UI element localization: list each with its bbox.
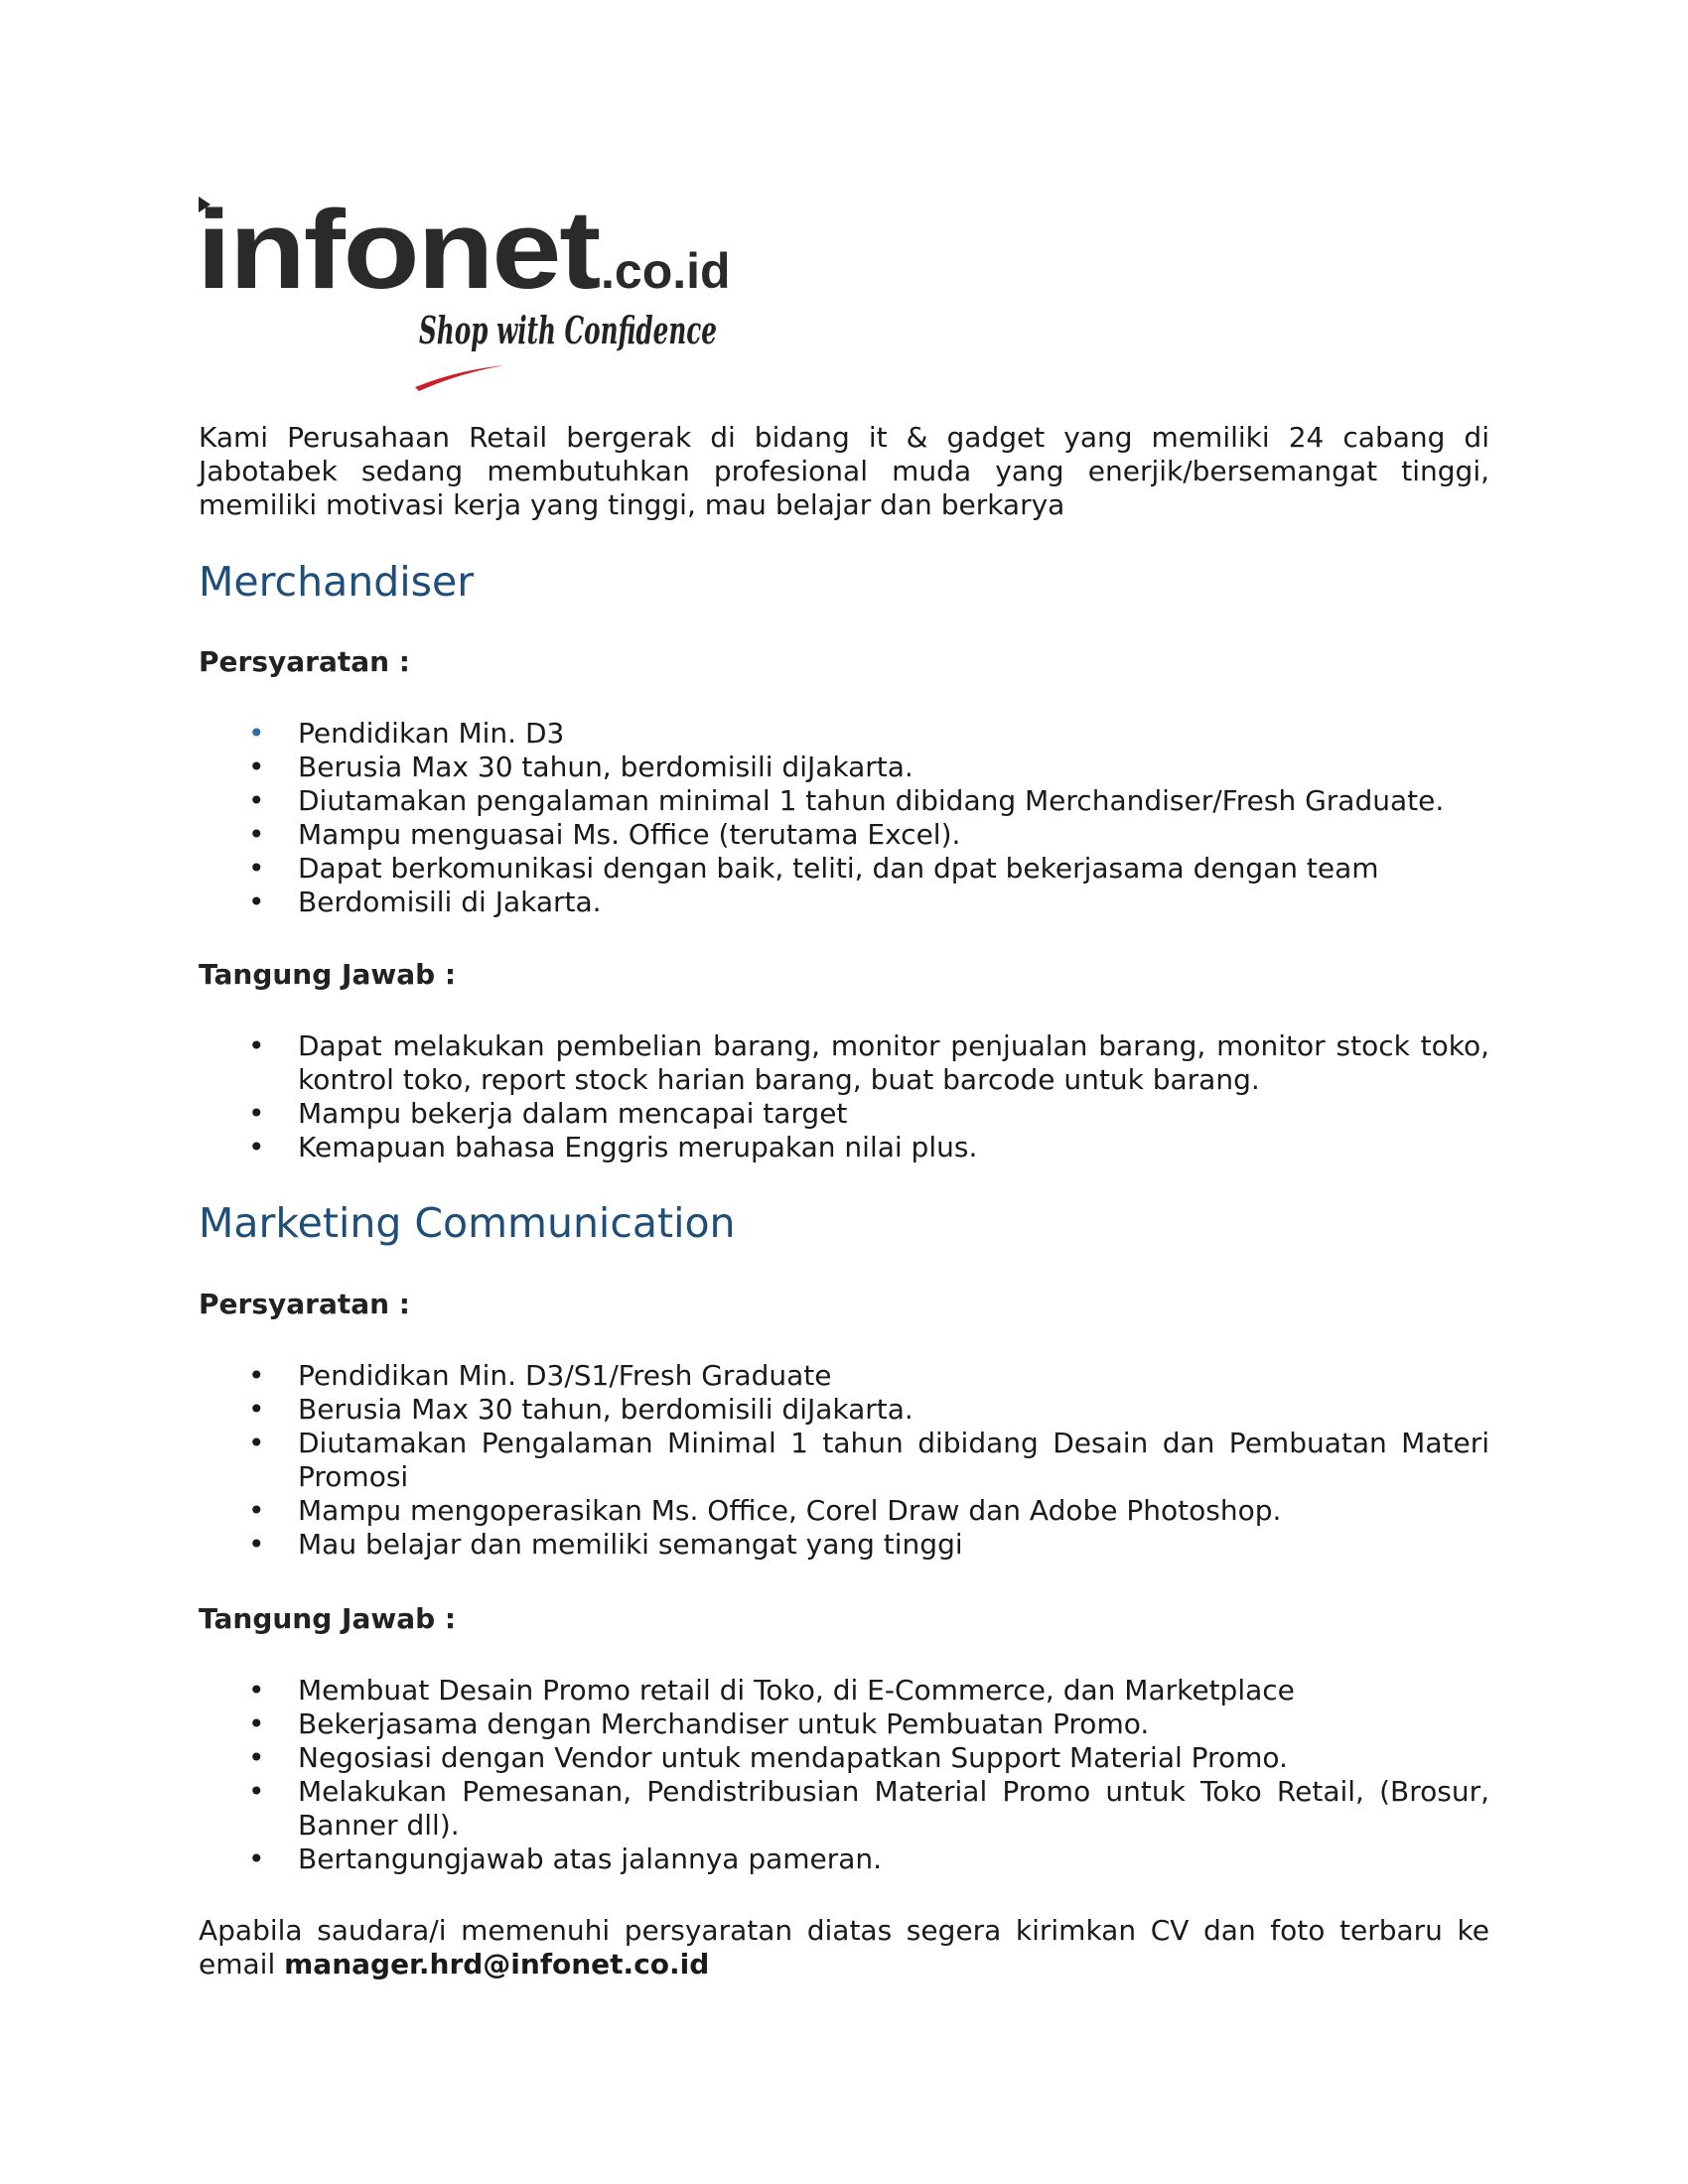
list-item: • Berusia Max 30 tahun, berdomisili diJakarta. [248, 751, 914, 783]
bullet-icon: • [248, 1427, 265, 1459]
logo-brand-domain: .co.id [601, 243, 731, 299]
bullet-icon: • [248, 1741, 265, 1774]
bullet-icon: • [248, 1528, 265, 1561]
list-item: • Pendidikan Min. D3/S1/Fresh Graduate [248, 1359, 832, 1392]
list-item: • Bertangungjawab atas jalannya pameran. [248, 1843, 883, 1875]
section-title-marketing-communication: Marketing Communication [199, 1199, 736, 1247]
section-title-merchandiser: Merchandiser [199, 558, 475, 606]
closing-text: Apabila saudara/i memenuhi persyaratan diatas segera kirimkan CV dan foto terbaru ke email [199, 1914, 1489, 1980]
list-item: • Mampu mengoperasikan Ms. Office, Corel Draw dan Adobe Photoshop. [248, 1494, 1282, 1527]
list-item: • Dapat melakukan pembelian barang, monitor penjualan barang, monitor stock toko, kontrol toko, report stock harian barang, buat barcode untuk barang. [248, 1029, 1489, 1096]
marcom-responsibilities-list [199, 1674, 1489, 1876]
logo-graphic [197, 188, 755, 395]
bullet-icon: • [248, 1775, 265, 1808]
bullet-icon: • [248, 1029, 265, 1062]
list-item: • Dapat berkomunikasi dengan baik, teliti, dan dpat bekerjasama dengan team [248, 852, 1379, 885]
marcom-responsibilities-label: Tangung Jawab : [199, 1602, 457, 1635]
merchandiser-requirements-list [199, 717, 1489, 919]
bullet-icon: • [248, 1843, 265, 1875]
logo-brand-main: infonet [197, 188, 600, 312]
closing-paragraph [199, 1914, 1489, 1981]
bullet-icon: • [248, 886, 265, 918]
bullet-icon: • [248, 1674, 265, 1706]
list-item: • Mau belajar dan memiliki semangat yang tinggi [248, 1528, 963, 1561]
bullet-icon: • [248, 1494, 265, 1527]
list-item: • Bekerjasama dengan Merchandiser untuk Pembuatan Promo. [248, 1707, 1150, 1740]
list-item: • Membuat Desain Promo retail di Toko, di E-Commerce, dan Marketplace [248, 1674, 1295, 1706]
logo-swoosh [415, 365, 504, 391]
merchandiser-responsibilities-list [199, 1029, 1489, 1164]
bullet-icon: • [248, 751, 265, 783]
marcom-requirements-list [199, 1359, 1489, 1562]
bullet-icon: • [248, 784, 265, 817]
bullet-icon: • [248, 717, 265, 750]
bullet-icon: • [248, 1359, 265, 1392]
merchandiser-responsibilities-label: Tangung Jawab : [199, 958, 457, 991]
bullet-icon: • [248, 818, 265, 851]
list-item: • Mampu menguasai Ms. Office (terutama Excel). [248, 818, 961, 851]
list-item: • Kemapuan bahasa Enggris merupakan nilai plus. [248, 1131, 978, 1163]
bullet-icon: • [248, 1097, 265, 1130]
marcom-requirements-label: Persyaratan : [199, 1288, 410, 1320]
list-item: • Melakukan Pemesanan, Pendistribusian Material Promo untuk Toko Retail, (Brosur, Banner dll). [248, 1775, 1489, 1842]
merchandiser-requirements-label: Persyaratan : [199, 645, 410, 678]
intro-paragraph: Kami Perusahaan Retail bergerak di bidang it & gadget yang memiliki 24 cabang di Jabotabek sedang membutuhkan profesional muda yang enerjik/bersemangat tinggi, memiliki motivasi kerja yang tinggi, mau belajar dan berkarya [199, 421, 1489, 521]
list-item: • Diutamakan pengalaman minimal 1 tahun dibidang Merchandiser/Fresh Graduate. [248, 784, 1445, 817]
bullet-icon: • [248, 852, 265, 885]
bullet-icon: • [248, 1131, 265, 1163]
bullet-icon: • [248, 1707, 265, 1740]
logo-tagline: Shop with Confidence [419, 308, 717, 352]
list-item: • Pendidikan Min. D3 [248, 717, 565, 750]
list-item: • Mampu bekerja dalam mencapai target [248, 1097, 848, 1130]
contact-email[interactable]: manager.hrd@infonet.co.id [284, 1948, 710, 1980]
list-item: • Berdomisili di Jakarta. [248, 886, 602, 918]
bullet-icon: • [248, 1393, 265, 1426]
infonet-logo [197, 188, 755, 395]
list-item: • Diutamakan Pengalaman Minimal 1 tahun dibidang Desain dan Pembuatan Materi Promosi [248, 1427, 1489, 1493]
list-item: • Berusia Max 30 tahun, berdomisili diJakarta. [248, 1393, 914, 1426]
list-item: • Negosiasi dengan Vendor untuk mendapatkan Support Material Promo. [248, 1741, 1288, 1774]
